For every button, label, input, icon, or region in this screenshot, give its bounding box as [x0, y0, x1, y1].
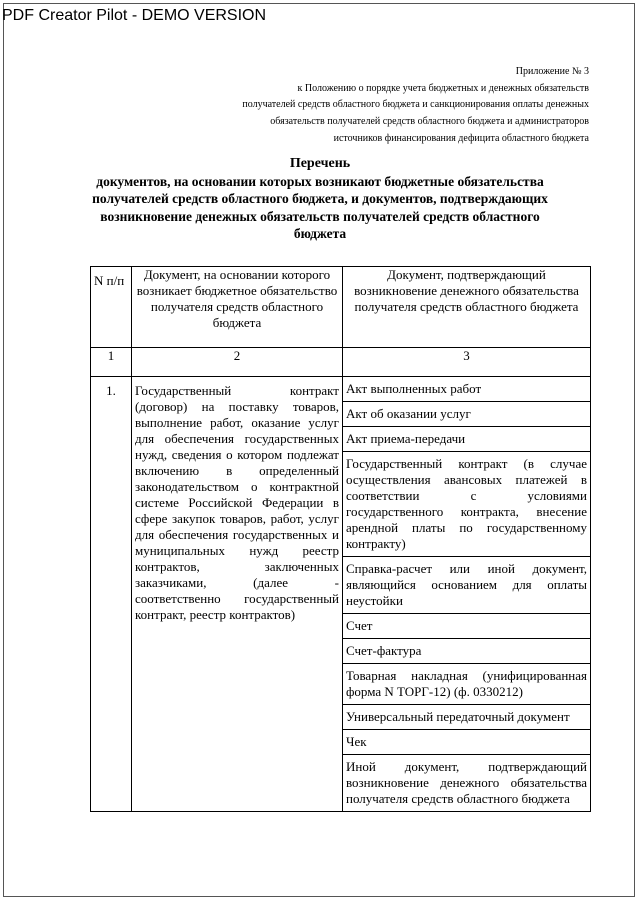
title-line: бюджета — [293, 226, 347, 241]
header-confirming-document: Документ, подтверждающий возникновение денежного обязательства получателя средств областного бюджета — [343, 267, 591, 348]
confirming-document: Счет — [343, 614, 591, 639]
title-heading: Перечень — [289, 156, 351, 171]
confirming-document: Акт выполненных работ — [343, 377, 591, 402]
document-title — [92, 155, 548, 243]
index-cell: 2 — [132, 348, 343, 377]
confirming-document: Справка-расчет или иной документ, являющийся основанием для оплаты неустойки — [343, 557, 591, 614]
confirming-document: Государственный контракт (в случае осуществления авансовых платежей в соответствии с условиями государственного контракта, внесение арендной платы по государственному контракту) — [343, 452, 591, 557]
table-index-row — [91, 348, 591, 377]
confirming-document: Товарная накладная (унифицированная форма N ТОРГ-12) (ф. 0330212) — [343, 664, 591, 705]
confirming-document: Чек — [343, 730, 591, 755]
index-cell: 3 — [343, 348, 591, 377]
title-line: получателей средств областного бюджета, и документов, подтверждающих — [92, 191, 548, 206]
appendix-line: к Положению о порядке учета бюджетных и денежных обязательств — [297, 82, 589, 94]
confirming-document: Акт об оказании услуг — [343, 402, 591, 427]
appendix-line: источников финансирования дефицита областного бюджета — [333, 132, 589, 144]
header-basis-document: Документ, на основании которого возникает бюджетное обязательство получателя средств областного бюджета — [132, 267, 343, 348]
index-cell: 1 — [91, 348, 132, 377]
appendix-line: Приложение № 3 — [515, 66, 589, 77]
title-line: документов, на основании которых возникают бюджетные обязательства — [96, 173, 544, 189]
row-number: 1. — [91, 377, 132, 812]
confirming-document: Универсальный передаточный документ — [343, 705, 591, 730]
documents-table — [90, 266, 591, 812]
basis-document: Государственный контракт (договор) на поставку товаров, выполнение работ, оказание услуг для обеспечения государственных нужд, сведения о котором подлежат включению в определенный законодательством о контрактной системе Российской Федерации в сфере закупок товаров, работ, услуг для обеспечения государственных и муниципальных нужд реестр контрактов, заключенных заказчиками, (далее - соответственно государственный контракт, реестр контрактов) — [132, 377, 343, 812]
table-row — [91, 377, 591, 402]
demo-watermark: PDF Creator Pilot - DEMO VERSION — [2, 7, 267, 24]
confirming-document: Акт приема-передачи — [343, 427, 591, 452]
appendix-line: получателей средств областного бюджета и санкционирования оплаты денежных — [242, 99, 589, 111]
table-header-row — [91, 267, 591, 348]
header-number: N п/п — [91, 267, 132, 348]
appendix-line: обязательств получателей средств областного бюджета и администраторов — [270, 116, 589, 128]
title-line: возникновение денежных обязательств получателей средств областного — [100, 208, 540, 224]
appendix-note — [149, 64, 589, 148]
confirming-document: Счет-фактура — [343, 639, 591, 664]
confirming-document: Иной документ, подтверждающий возникновение денежного обязательства получателя средств областного бюджета — [343, 755, 591, 812]
